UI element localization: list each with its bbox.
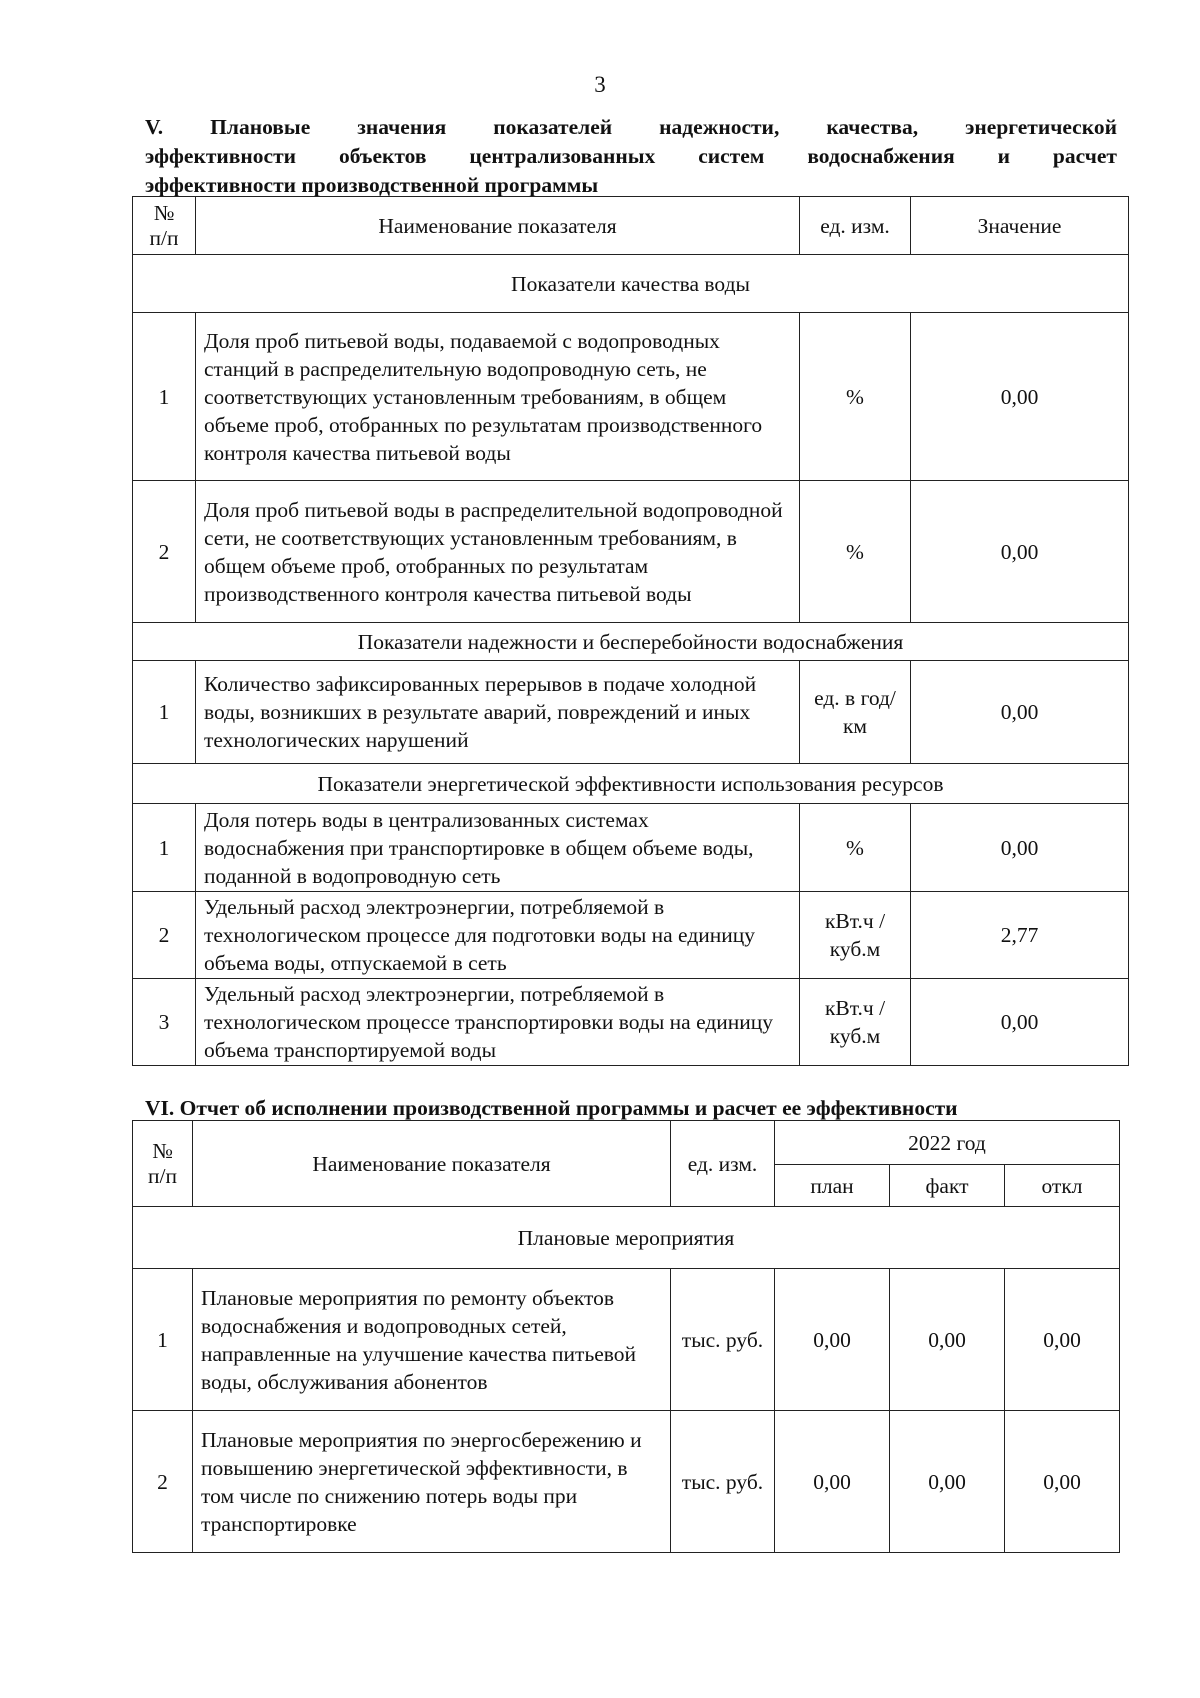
indicator-name: Удельный расход электроэнергии, потребляемой в технологическом процессе транспортировки воды на единицу объема транспортируемой воды [196,979,800,1066]
program-report-table [132,1120,1120,1553]
heading-word: объектов [338,144,427,168]
column-header-number [133,197,196,255]
table-row [133,1411,1120,1553]
indicators-table [132,196,1129,1066]
section-5-heading-line-3: эффективности производственной программы [145,173,599,197]
unit-cell: % [800,313,911,481]
table-row [133,1269,1120,1411]
heading-word: показателей [493,115,613,139]
row-number: 1 [133,313,196,481]
column-header-deviation: откл [1005,1165,1120,1207]
table-header-row [133,1121,1120,1165]
table-row [133,313,1129,481]
fact-cell: 0,00 [890,1269,1005,1411]
unit-cell: тыс. руб. [671,1269,775,1411]
column-header-plan: план [775,1165,890,1207]
group-row [133,623,1129,661]
column-header-unit: ед. изм. [800,197,911,255]
unit-cell: тыс. руб. [671,1411,775,1553]
column-header-fact: факт [890,1165,1005,1207]
group-title-water-quality: Показатели качества воды [133,255,1129,313]
row-number: 2 [133,892,196,979]
activity-name: Плановые мероприятия по энергосбережению и повышению энергетической эффективности, в том числе по снижению потерь воды при транспортировке [193,1411,671,1553]
row-number: 1 [133,1269,193,1411]
table-row [133,892,1129,979]
column-header-value: Значение [911,197,1129,255]
section-6-heading: VI. Отчет об исполнении производственной программы и расчет ее эффективности [145,1096,958,1120]
section-5-heading [145,113,1117,200]
deviation-cell: 0,00 [1005,1269,1120,1411]
table-row [133,481,1129,623]
heading-word: энергетической [965,115,1117,139]
section-5-heading-line-1 [145,113,1117,142]
value-cell: 0,00 [911,979,1129,1066]
row-number: 3 [133,979,196,1066]
indicator-name: Доля потерь воды в централизованных системах водоснабжения при транспортировке в общем объеме воды, поданной в водопроводную сеть [196,804,800,892]
group-row [133,255,1129,313]
table-header-row [133,197,1129,255]
value-cell: 2,77 [911,892,1129,979]
column-header-year: 2022 год [775,1121,1120,1165]
heading-word: и [997,144,1011,168]
header-num-symbol: № [153,200,175,225]
indicator-name: Удельный расход электроэнергии, потребляемой в технологическом процессе для подготовки воды на единицу объема воды, отпускаемой в сеть [196,892,800,979]
indicator-name: Доля проб питьевой воды, подаваемой с водопроводных станций в распределительную водопроводную сеть, не соответствующих установленным требованиям, в общем объеме проб, отобранных по результатам производственного контроля качества питьевой воды [196,313,800,481]
row-number: 1 [133,804,196,892]
value-cell: 0,00 [911,804,1129,892]
unit-cell: ед. в год/ км [800,661,911,764]
group-row [133,1207,1120,1269]
page-number: 3 [594,72,606,97]
fact-cell: 0,00 [890,1411,1005,1553]
heading-word: систем [698,144,765,168]
group-title-planned-activities: Плановые мероприятия [133,1207,1120,1269]
column-header-number [133,1121,193,1207]
column-header-name: Наименование показателя [196,197,800,255]
heading-word: качества, [826,115,919,139]
heading-word: водоснабжения [807,144,955,168]
table-row [133,979,1129,1066]
group-title-reliability: Показатели надежности и бесперебойности водоснабжения [133,623,1129,661]
group-row [133,764,1129,804]
heading-word: надежности, [659,115,780,139]
column-header-unit: ед. изм. [671,1121,775,1207]
table-row [133,661,1129,764]
indicator-name: Доля проб питьевой воды в распределительной водопроводной сети, не соответствующих установленным требованиям, в общем объеме проб, отобранных по результатам производственного контроля качества питьевой воды [196,481,800,623]
heading-word: значения [357,115,447,139]
heading-word: эффективности [145,144,297,168]
section-5-heading-line-2 [145,142,1117,171]
plan-cell: 0,00 [775,1411,890,1553]
unit-cell: % [800,804,911,892]
unit-cell: % [800,481,911,623]
value-cell: 0,00 [911,661,1129,764]
row-number: 1 [133,661,196,764]
row-number: 2 [133,1411,193,1553]
heading-word: централизованных [469,144,656,168]
table-row [133,804,1129,892]
unit-cell: кВт.ч / куб.м [800,979,911,1066]
value-cell: 0,00 [911,481,1129,623]
unit-cell: кВт.ч / куб.м [800,892,911,979]
indicator-name: Количество зафиксированных перерывов в подаче холодной воды, возникших в результате аварий, повреждений и иных технологических нарушений [196,661,800,764]
heading-word: V. [145,115,164,139]
group-title-energy-efficiency: Показатели энергетической эффективности использования ресурсов [133,764,1129,804]
plan-cell: 0,00 [775,1269,890,1411]
deviation-cell: 0,00 [1005,1411,1120,1553]
heading-word: расчет [1052,144,1117,168]
header-num-symbol: № [152,1138,173,1163]
row-number: 2 [133,481,196,623]
value-cell: 0,00 [911,313,1129,481]
column-header-name: Наименование показателя [193,1121,671,1207]
activity-name: Плановые мероприятия по ремонту объектов водоснабжения и водопроводных сетей, направленные на улучшение качества питьевой воды, обслуживания абонентов [193,1269,671,1411]
header-num-abbr: п/п [148,1163,177,1188]
heading-word: Плановые [210,115,311,139]
header-num-abbr: п/п [149,225,179,250]
